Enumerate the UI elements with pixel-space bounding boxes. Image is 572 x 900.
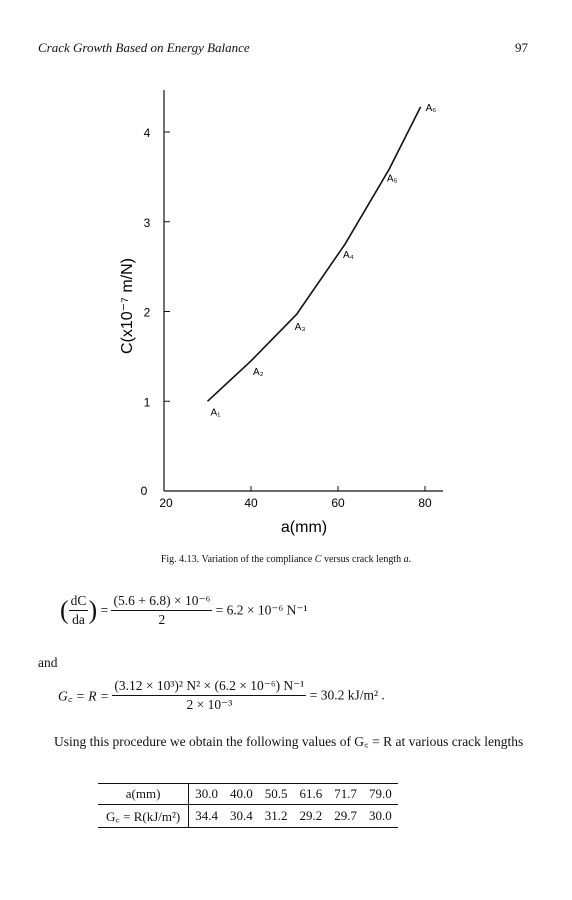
point-label: A₃: [294, 322, 306, 334]
series-line: [208, 107, 421, 401]
y-tick-label: 4: [143, 126, 151, 140]
eq1-lhs-num: dC: [69, 593, 89, 611]
eq1-lhs-den: da: [72, 612, 85, 627]
chart-axes: [164, 90, 443, 491]
point-label: A₂: [253, 366, 264, 378]
caption-prefix: Fig. 4.13. Variation of the compliance: [160, 554, 313, 565]
gc-table: [98, 783, 398, 828]
table-row-label: a(mm): [98, 784, 189, 805]
x-tick-label: 60: [331, 496, 345, 510]
eq2-den: 2 × 10⁻³: [186, 697, 233, 712]
table-cell: 29.2: [293, 805, 328, 828]
and-text: and: [38, 655, 58, 670]
point-label: A₆: [425, 102, 437, 114]
table-cell: 61.6: [293, 784, 328, 805]
y-axis-label: C(x10⁻⁷ m/N): [119, 257, 136, 355]
x-axis-label: a(mm): [280, 519, 328, 536]
point-label: A₄: [342, 250, 354, 262]
table-row: [98, 805, 398, 828]
y-tick-label: 1: [143, 395, 151, 410]
table-cell: 50.5: [259, 784, 294, 805]
table-cell: 31.2: [259, 805, 294, 828]
eq2-result: = 30.2 kJ/m² .: [309, 687, 385, 703]
table-cell: 40.0: [224, 784, 259, 805]
x-tick-label: 40: [244, 496, 258, 510]
equation-dc-da: ( $\frac{dC}{da}$ ) = $\frac{\text{(5.6 + 6.8) × 10⁻⁶}}{2}$ = 6.2 × 10⁻⁶ N⁻¹: [60, 593, 308, 627]
caption-middle: versus crack length: [323, 554, 402, 565]
equation-gc: [58, 678, 385, 713]
table-row: [98, 784, 398, 805]
eq1-result: = 6.2 × 10⁻⁶ N⁻¹: [215, 602, 308, 618]
chart-series: [208, 103, 437, 418]
eq1-den: 2: [158, 612, 166, 627]
caption-end: .: [408, 554, 412, 565]
body-paragraph: Using this procedure we obtain the following values of G꜀ = R at various crack lengths: [54, 734, 524, 749]
eq2-num: (3.12 × 10³)² N² × (6.2 × 10⁻⁶) N⁻¹: [112, 678, 306, 696]
y-tick-label: 0: [140, 484, 148, 498]
figure-caption: [0, 554, 572, 565]
point-label: A₁: [210, 407, 221, 419]
table-cell: 79.0: [363, 784, 398, 805]
x-tick-label: 20: [159, 496, 173, 510]
caption-symbol-a: a: [403, 554, 409, 565]
y-tick-label: 2: [143, 305, 151, 320]
table-cell: 30.0: [189, 784, 224, 805]
eq1-num: (5.6 + 6.8) × 10⁻⁶: [111, 593, 212, 611]
page-number: 97: [515, 40, 528, 55]
table-cell: 29.7: [328, 805, 363, 828]
table-cell: 30.0: [363, 805, 398, 828]
table-cell: 34.4: [189, 805, 224, 828]
caption-symbol-c: C: [314, 554, 322, 565]
table-cell: 71.7: [328, 784, 363, 805]
table-cell: 30.4: [224, 805, 259, 828]
x-tick-label: 80: [418, 496, 432, 510]
table-row-label: G꜀ = R(kJ/m²): [98, 805, 189, 828]
eq2-lhs: G꜀ = R =: [58, 688, 110, 704]
running-title: Crack Growth Based on Energy Balance: [38, 40, 250, 55]
y-tick-label: 3: [143, 215, 151, 230]
point-label: A₅: [386, 173, 398, 185]
